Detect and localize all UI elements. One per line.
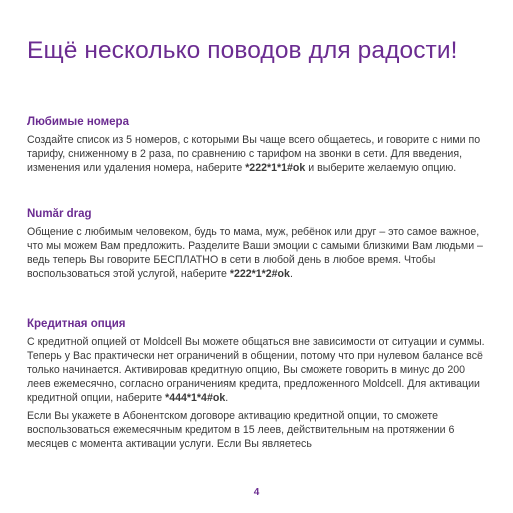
page-title: Ещё несколько поводов для радости! (27, 37, 458, 64)
paragraph-text: Создайте список из 5 номеров, с которыми Вы чаще всего общаетесь, и говорите с ними по тарифу, сниженному в 2 раза, по сравнению с тарифом на звонки в сети. Для введения, изменения или удаления номера, наберите (27, 134, 481, 174)
section-favorite-numbers (27, 115, 489, 175)
paragraph-text-end: и выберите желаемую опцию. (305, 162, 457, 174)
section-paragraph (27, 225, 489, 281)
ussd-code: *222*1*2#ok (229, 268, 290, 280)
paragraph-text-end: . (289, 268, 293, 280)
page-number: 4 (253, 487, 260, 498)
section-paragraph (27, 133, 489, 175)
section-heading: Любимые номера (27, 116, 129, 128)
section-heading: Număr drag (27, 208, 92, 220)
paragraph-text-end: . (225, 392, 229, 404)
section-paragraph (27, 409, 489, 451)
section-credit-option (27, 317, 489, 451)
paragraph-text: Общение с любимым человеком, будь то мама, муж, ребёнок или друг – это самое важное, что мы можем Вам предложить. Разделите Ваши эмоции с самыми близкими Вам людьми – ведь теперь Вы говорите БЕСПЛАТНО в сети в любой день в любое время. Чтобы воспользоваться этой услугой, наберите (27, 226, 483, 280)
ussd-code: *222*1*1#ok (245, 162, 306, 174)
section-paragraph (27, 335, 489, 405)
section-heading: Кредитная опция (27, 318, 126, 330)
paragraph-text: С кредитной опцией от Moldcell Вы можете общаться вне зависимости от ситуации и суммы. Теперь у Вас практически нет ограничений в общении, потому что при нулевом балансе всё только начинается. Активировав кредитную опцию, Вы сможете говорить в минус до 200 леев ежемесячно, согласно ограничениям кредита, предложенного Moldcell. Для активации кредитной опции, наберите (27, 336, 485, 404)
ussd-code: *444*1*4#ok (165, 392, 226, 404)
paragraph-text: Если Вы укажете в Абонентском договоре активацию кредитной опции, то сможете воспользоваться ежемесячным кредитом в 15 леев, действительным на протяжении 6 месяцев с момента активации услуги. Если Вы являетесь (27, 410, 455, 450)
section-numar-drag (27, 207, 489, 281)
